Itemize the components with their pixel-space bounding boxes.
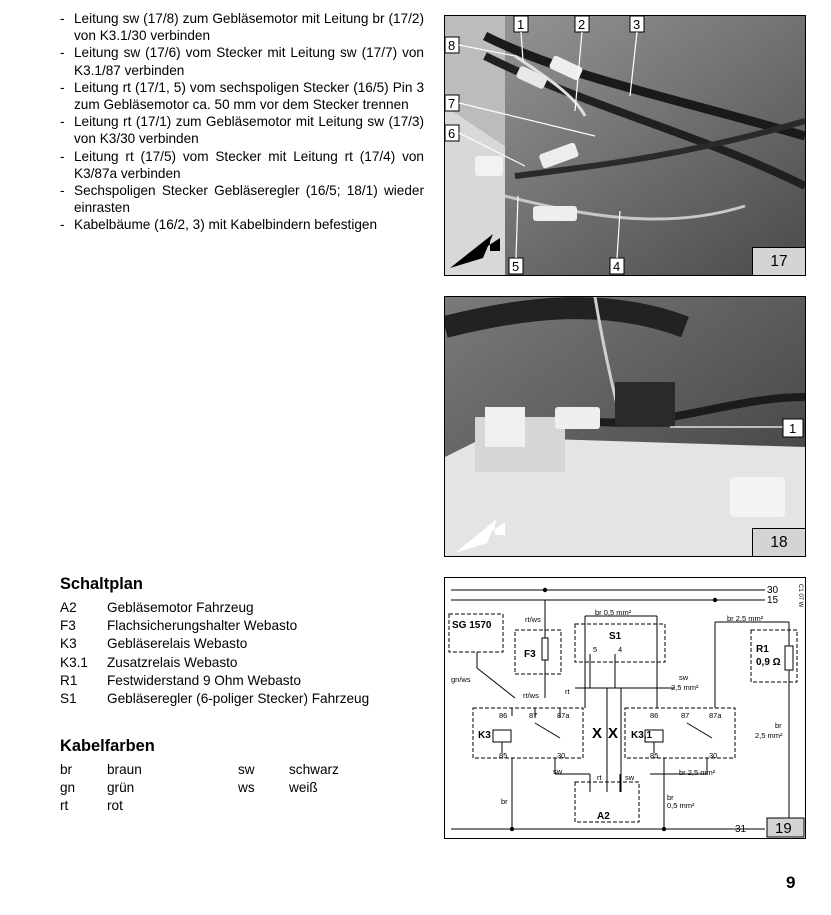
legend-row bbox=[60, 599, 369, 617]
legend-label: Zusatzrelais Webasto bbox=[107, 654, 238, 670]
callout-17-6: 6 bbox=[448, 126, 456, 141]
figure-18-photo bbox=[444, 296, 806, 557]
legend-row bbox=[60, 690, 369, 708]
wire-label: rt/ws bbox=[525, 615, 541, 624]
legend-label: Gebläserelais Webasto bbox=[107, 636, 248, 652]
k31-label: K3,1 bbox=[631, 730, 653, 741]
wire-label: sw bbox=[625, 773, 635, 782]
wire-label: 2,5 mm² bbox=[671, 683, 699, 692]
callout-17-8: 8 bbox=[448, 38, 456, 53]
color-code: sw bbox=[238, 762, 255, 777]
k3-label: K3 bbox=[478, 730, 491, 741]
legend-row bbox=[60, 635, 369, 653]
color-label: schwarz bbox=[289, 762, 339, 777]
legend-label: Gebläsemotor Fahrzeug bbox=[107, 600, 254, 615]
wire-label: 0,5 mm² bbox=[667, 801, 695, 810]
color-code: gn bbox=[60, 780, 76, 796]
wire-label: rt/ws bbox=[523, 691, 539, 700]
legend-label: Gebläseregler (6-poliger Stecker) Fahrzeug bbox=[107, 691, 370, 707]
rail-31-label: 31 bbox=[735, 824, 747, 835]
legend-code: A2 bbox=[60, 600, 77, 615]
pin-label: 5 bbox=[593, 645, 598, 654]
callout-17-1: 1 bbox=[517, 17, 525, 32]
legend-code: K3.1 bbox=[60, 654, 88, 670]
legend-row bbox=[60, 654, 369, 672]
legend-code: S1 bbox=[60, 691, 77, 707]
pin-label: 85 bbox=[499, 751, 508, 760]
color-row bbox=[60, 779, 339, 797]
sg-label: SG 1570 bbox=[452, 620, 492, 631]
wire-label: rt bbox=[565, 687, 570, 696]
legend-code: K3 bbox=[60, 636, 77, 652]
wire-label: sw bbox=[553, 767, 563, 776]
photo-17-illustration bbox=[445, 16, 805, 275]
callout-17-3: 3 bbox=[633, 17, 641, 32]
instruction-item: - Leitung sw (17/8) zum Gebläsemotor mit Leitung br (17/2) von K3.1/30 verbinden bbox=[58, 10, 424, 44]
legend-row bbox=[60, 617, 369, 635]
kabelfarben-heading: Kabelfarben bbox=[60, 737, 155, 755]
kabelfarben-table bbox=[60, 761, 339, 816]
pin-label: 87a bbox=[557, 711, 570, 720]
figure-number: 19 bbox=[775, 820, 792, 837]
schaltplan-heading: Schaltplan bbox=[60, 575, 143, 593]
r1-label: R1 bbox=[756, 644, 769, 655]
instruction-list bbox=[58, 10, 424, 234]
wire-label: gn/ws bbox=[451, 675, 471, 684]
rail-30-label: 30 bbox=[767, 585, 779, 596]
color-code: ws bbox=[238, 780, 255, 796]
f3-label: F3 bbox=[524, 649, 536, 660]
pin-label: 87 bbox=[681, 711, 690, 720]
a2-label: A2 bbox=[597, 811, 610, 822]
legend-label: Flachsicherungshalter Webasto bbox=[107, 618, 298, 634]
color-code: rt bbox=[60, 798, 69, 814]
rail-15-label: 15 bbox=[767, 595, 779, 606]
instruction-item: - Leitung rt (17/5) vom Stecker mit Leitung rt (17/4) von K3/87a verbinden bbox=[58, 148, 424, 182]
wire-label: br bbox=[501, 797, 508, 806]
wire-label: br 0,5 mm² bbox=[595, 608, 632, 617]
wire-label: br bbox=[775, 721, 782, 730]
pin-label: 87 bbox=[529, 711, 538, 720]
s1-label: S1 bbox=[609, 631, 622, 642]
photo-18-illustration bbox=[445, 297, 805, 556]
wire-label: 2,5 mm² bbox=[755, 731, 783, 740]
color-label: braun bbox=[107, 762, 142, 777]
callout-18-1: 1 bbox=[789, 421, 797, 436]
schaltplan-legend bbox=[60, 599, 369, 708]
pin-label: 87a bbox=[709, 711, 722, 720]
pin-label: 4 bbox=[618, 645, 623, 654]
color-row bbox=[60, 797, 339, 815]
color-code: br bbox=[60, 762, 73, 777]
wire-label: br 2,5 mm² bbox=[727, 614, 764, 623]
wire-label: rt bbox=[597, 773, 602, 782]
figure-17-photo bbox=[444, 15, 806, 276]
pin-label: 30 bbox=[709, 751, 718, 760]
color-row bbox=[60, 761, 339, 779]
callout-17-5: 5 bbox=[512, 259, 520, 274]
wiring-diagram-svg bbox=[445, 578, 805, 838]
callout-17-4: 4 bbox=[613, 259, 621, 274]
page-number: 9 bbox=[786, 873, 796, 892]
wire-label: br bbox=[667, 793, 674, 802]
instruction-item: - Kabelbäume (16/2, 3) mit Kabelbindern befestigen bbox=[58, 216, 424, 233]
pin-label: 86 bbox=[650, 711, 659, 720]
color-label: grün bbox=[107, 780, 135, 796]
svg-text:X: X bbox=[608, 725, 619, 742]
r1-value: 0,9 Ω bbox=[756, 657, 781, 668]
color-label: weiß bbox=[289, 780, 318, 796]
legend-row bbox=[60, 672, 369, 690]
pin-label: 30 bbox=[557, 751, 566, 760]
callout-17-2: 2 bbox=[578, 17, 586, 32]
legend-code: R1 bbox=[60, 672, 78, 688]
svg-text:X: X bbox=[592, 725, 603, 742]
diagram-code: C1 07 W bbox=[797, 584, 803, 608]
pin-label: 86 bbox=[499, 711, 508, 720]
legend-label: Festwiderstand 9 Ohm Webasto bbox=[107, 672, 301, 688]
wire-label: sw bbox=[679, 673, 689, 682]
pin-label: 85 bbox=[650, 751, 659, 760]
color-label: rot bbox=[107, 798, 123, 814]
wiring-diagram bbox=[444, 577, 806, 839]
legend-code: F3 bbox=[60, 618, 76, 634]
figure-number: 18 bbox=[752, 528, 805, 556]
wire-label: br 2,5 mm² bbox=[679, 768, 716, 777]
callout-17-7: 7 bbox=[448, 96, 456, 111]
instruction-item: - Leitung rt (17/1, 5) vom sechspoligen Stecker (16/5) Pin 3 zum Gebläsemotor ca. 50 mm vor dem Stecker trennen bbox=[58, 79, 424, 113]
instruction-item: - Sechspoligen Stecker Gebläseregler (16/5; 18/1) wieder einrasten bbox=[58, 182, 424, 216]
instruction-item: - Leitung sw (17/6) vom Stecker mit Leitung sw (17/7) von K3.1/87 verbinden bbox=[58, 44, 424, 78]
figure-number: 17 bbox=[752, 247, 805, 275]
instruction-item: - Leitung rt (17/1) zum Gebläsemotor mit Leitung sw (17/3) von K3/30 verbinden bbox=[58, 113, 424, 147]
